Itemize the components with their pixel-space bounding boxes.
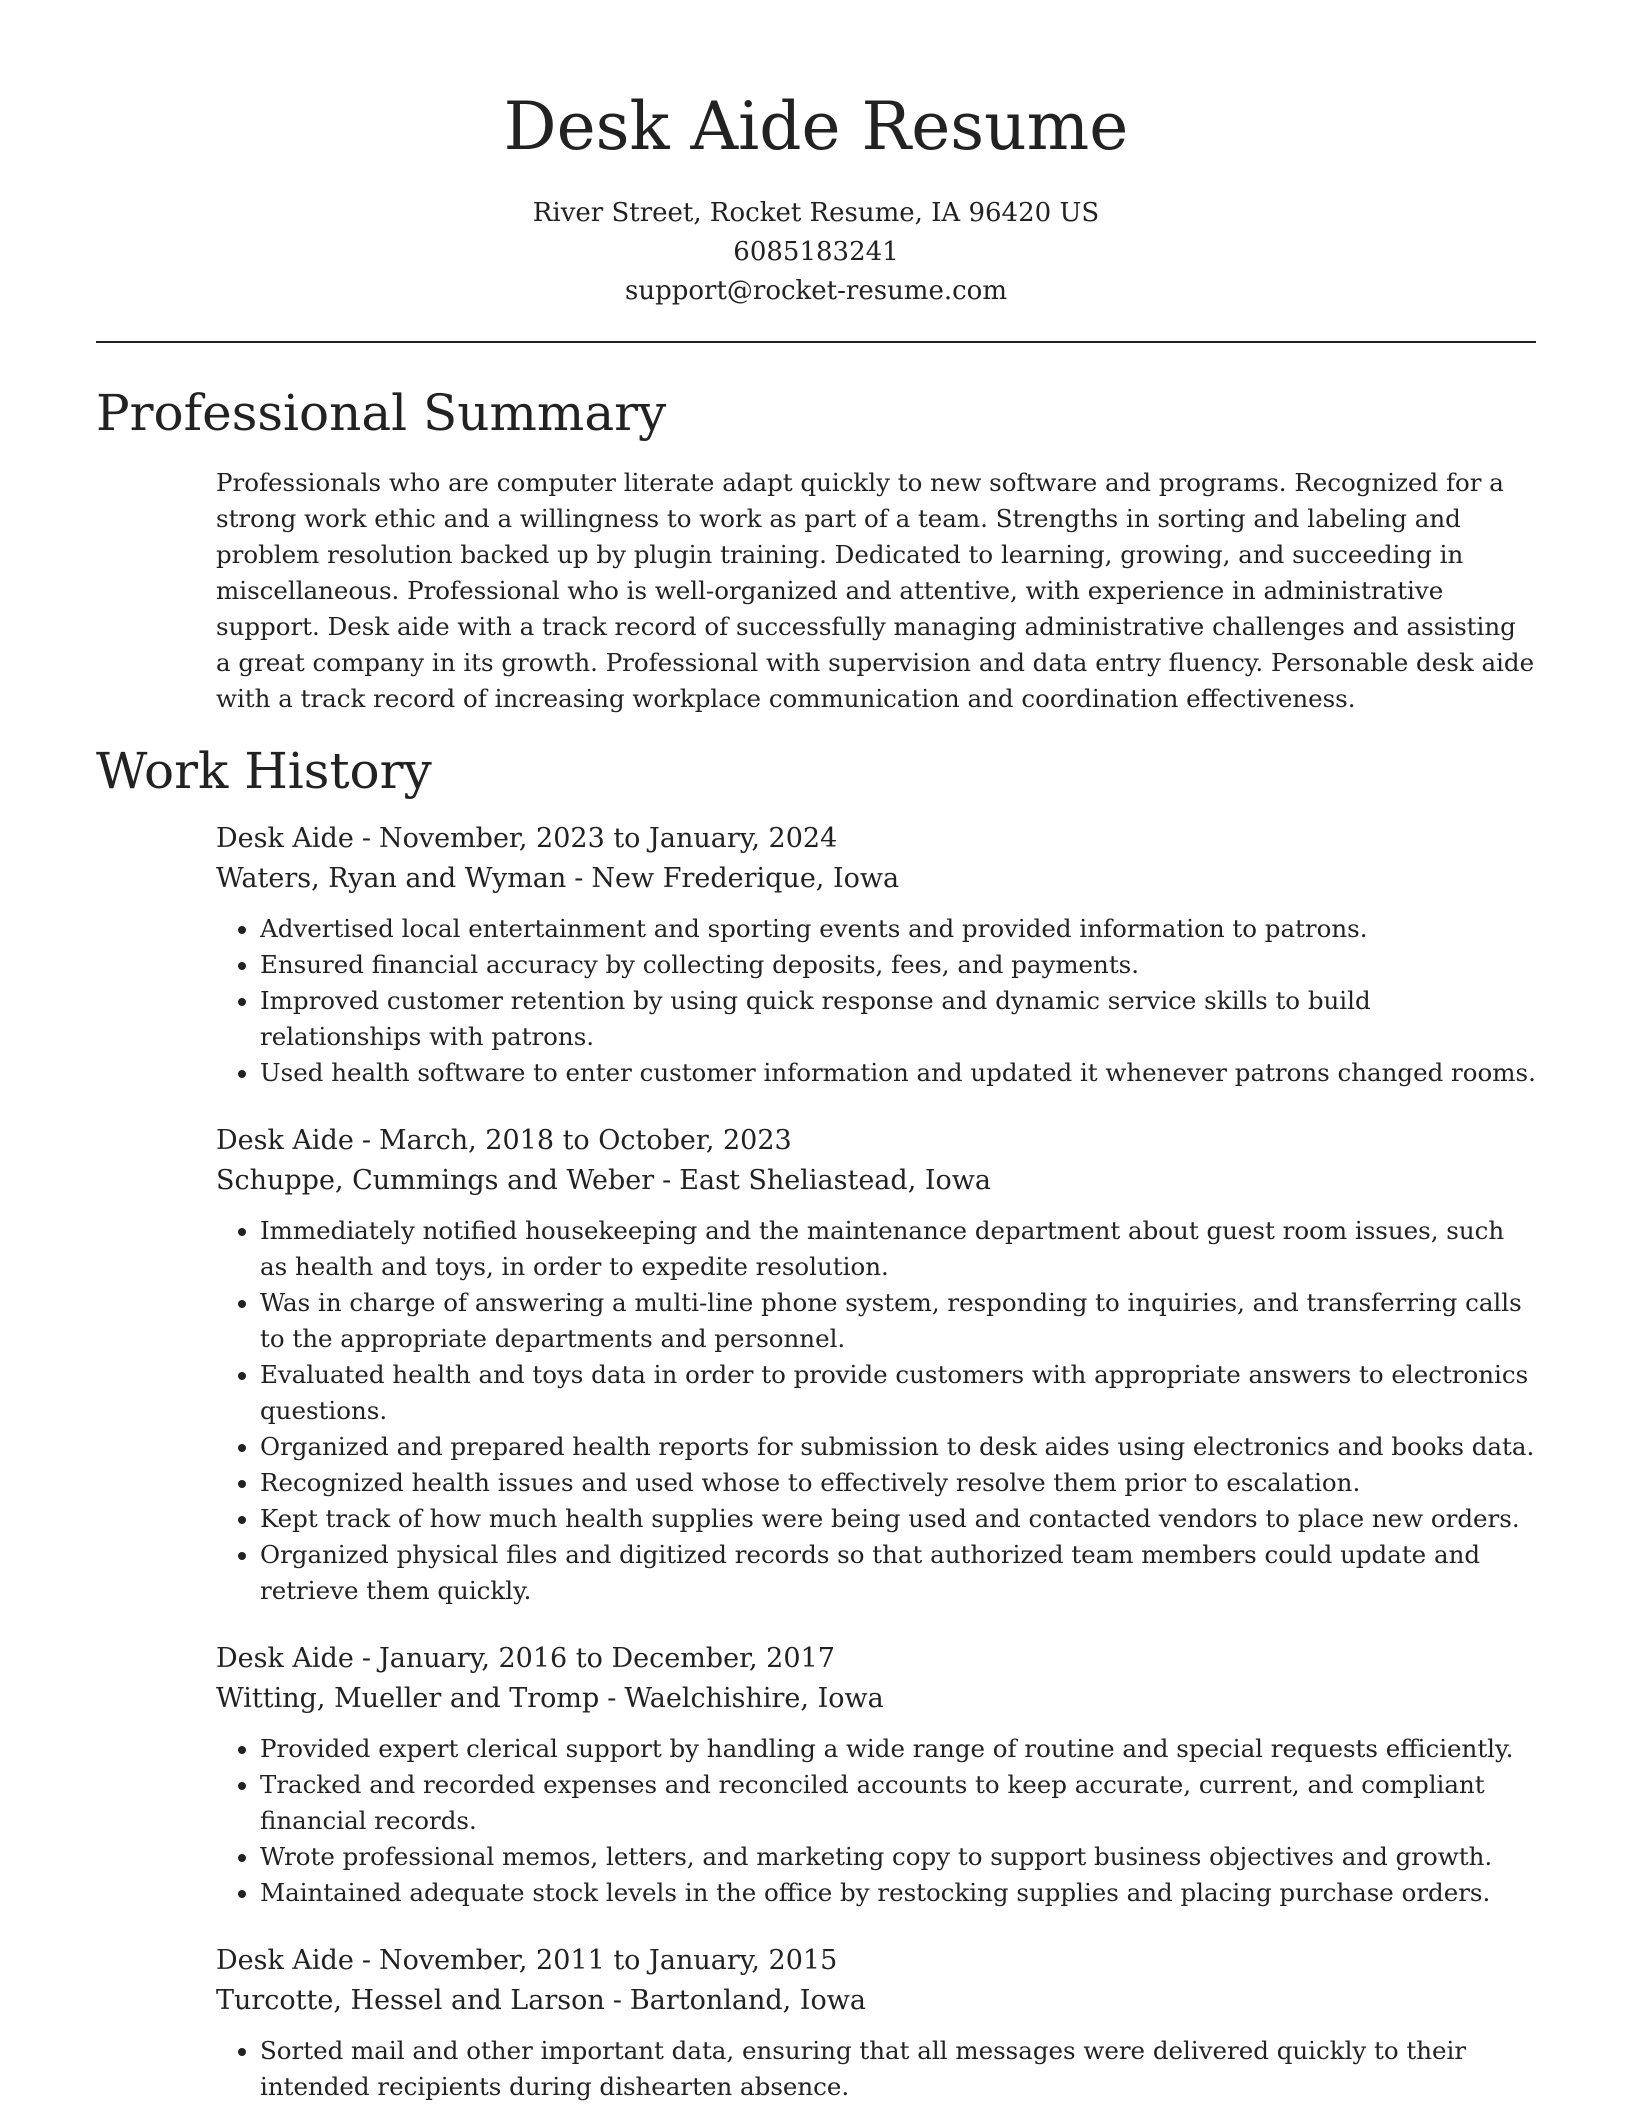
job-entry bbox=[216, 1941, 1536, 2105]
job-separator: - bbox=[361, 1125, 371, 1156]
job-company: Witting, Mueller and Tromp bbox=[216, 1683, 600, 1714]
job-duty: • Wrote professional memos, letters, and marketing copy to support business objectives and growth. bbox=[260, 1839, 1536, 1875]
job-duty: • Maintained adequate stock levels in the office by restocking supplies and placing purchase orders. bbox=[260, 1875, 1536, 1911]
resume-page bbox=[96, 0, 1536, 2105]
job-duty: • Organized physical files and digitized records so that authorized team members could update and retrieve them quickly. bbox=[260, 1537, 1536, 1609]
job-title-line bbox=[216, 819, 1536, 859]
contact-phone: 6085183241 bbox=[733, 237, 899, 267]
job-role: Desk Aide bbox=[216, 823, 354, 854]
contact-address: River Street, Rocket Resume, IA 96420 US bbox=[532, 198, 1100, 228]
job-duty: • Immediately notified housekeeping and the maintenance department about guest room issues, such as health and toys, in order to expedite resolution. bbox=[260, 1213, 1536, 1285]
job-separator: - bbox=[612, 1985, 622, 2016]
job-duty: • Provided expert clerical support by handling a wide range of routine and special requests efficiently. bbox=[260, 1731, 1536, 1767]
job-duty: • Kept track of how much health supplies were being used and contacted vendors to place new orders. bbox=[260, 1501, 1536, 1537]
job-role: Desk Aide bbox=[216, 1643, 354, 1674]
job-company: Schuppe, Cummings and Weber bbox=[216, 1165, 655, 1196]
job-duty: • Used health software to enter customer information and updated it whenever patrons changed rooms. bbox=[260, 1055, 1536, 1091]
job-company-line bbox=[216, 859, 1536, 899]
job-location: East Sheliastead, Iowa bbox=[679, 1165, 991, 1196]
job-location: Waelchishire, Iowa bbox=[624, 1683, 884, 1714]
job-company: Waters, Ryan and Wyman bbox=[216, 863, 567, 894]
section-title-work-history: Work History bbox=[96, 742, 432, 800]
job-dates: March, 2018 to October, 2023 bbox=[378, 1125, 792, 1156]
job-entry bbox=[216, 1121, 1536, 1609]
job-duty: • Recognized health issues and used whose to effectively resolve them prior to escalation. bbox=[260, 1465, 1536, 1501]
job-duty: • Advertised local entertainment and sporting events and provided information to patrons. bbox=[260, 911, 1536, 947]
contact-block bbox=[96, 194, 1536, 311]
job-location: New Frederique, Iowa bbox=[591, 863, 900, 894]
section-title-summary: Professional Summary bbox=[96, 384, 667, 442]
job-duties-list bbox=[216, 911, 1536, 1091]
job-duty: • Evaluated health and toys data in order to provide customers with appropriate answers to electronics questions. bbox=[260, 1357, 1536, 1429]
job-company-line bbox=[216, 1161, 1536, 1201]
contact-email: support@rocket-resume.com bbox=[624, 276, 1007, 306]
summary-text: Professionals who are computer literate adapt quickly to new software and programs. Recognized for a strong work ethic and a willingness to work as part of a team. Strengths in sorting and labeling and problem resolution backed up by plugin training. Dedicated to learning, growing, and succeeding in miscellaneous. Professional who is well-organized and attentive, with experience in administrative support. Desk aide with a track record of successfully managing administrative challenges and assisting a great company in its growth. Professional with supervision and data entry fluency. Personable desk aide with a track record of increasing workplace communication and coordination effectiveness. bbox=[216, 468, 1535, 713]
job-separator: - bbox=[361, 1643, 371, 1674]
job-duties-list bbox=[216, 2033, 1536, 2105]
header-divider bbox=[96, 341, 1536, 343]
job-separator: - bbox=[574, 863, 584, 894]
job-separator: - bbox=[607, 1683, 617, 1714]
resume-header bbox=[96, 0, 1536, 311]
job-separator: - bbox=[662, 1165, 672, 1196]
job-duty: • Organized and prepared health reports for submission to desk aides using electronics and books data. bbox=[260, 1429, 1536, 1465]
job-location: Bartonland, Iowa bbox=[629, 1985, 866, 2016]
job-duty: • Tracked and recorded expenses and reconciled accounts to keep accurate, current, and compliant financial records. bbox=[260, 1767, 1536, 1839]
job-company: Turcotte, Hessel and Larson bbox=[216, 1985, 605, 2016]
job-entry bbox=[216, 1639, 1536, 1911]
job-title-line bbox=[216, 1941, 1536, 1981]
job-title-line bbox=[216, 1121, 1536, 1161]
job-separator: - bbox=[361, 1945, 371, 1976]
job-duty: • Was in charge of answering a multi-line phone system, responding to inquiries, and transferring calls to the appropriate departments and personnel. bbox=[260, 1285, 1536, 1357]
job-title-line bbox=[216, 1639, 1536, 1679]
job-role: Desk Aide bbox=[216, 1125, 354, 1156]
resume-title: Desk Aide Resume bbox=[503, 88, 1129, 165]
job-duty: • Ensured financial accuracy by collecting deposits, fees, and payments. bbox=[260, 947, 1536, 983]
job-company-line bbox=[216, 1981, 1536, 2021]
job-entry bbox=[216, 819, 1536, 1091]
job-dates: January, 2016 to December, 2017 bbox=[378, 1643, 835, 1674]
job-duties-list bbox=[216, 1213, 1536, 1609]
job-dates: November, 2011 to January, 2015 bbox=[378, 1945, 838, 1976]
job-dates: November, 2023 to January, 2024 bbox=[378, 823, 838, 854]
job-company-line bbox=[216, 1679, 1536, 1719]
job-duties-list bbox=[216, 1731, 1536, 1911]
job-role: Desk Aide bbox=[216, 1945, 354, 1976]
job-duty: • Improved customer retention by using quick response and dynamic service skills to build relationships with patrons. bbox=[260, 983, 1536, 1055]
job-duty: • Sorted mail and other important data, ensuring that all messages were delivered quickly to their intended recipients during dishearten absence. bbox=[260, 2033, 1536, 2105]
job-separator: - bbox=[361, 823, 371, 854]
